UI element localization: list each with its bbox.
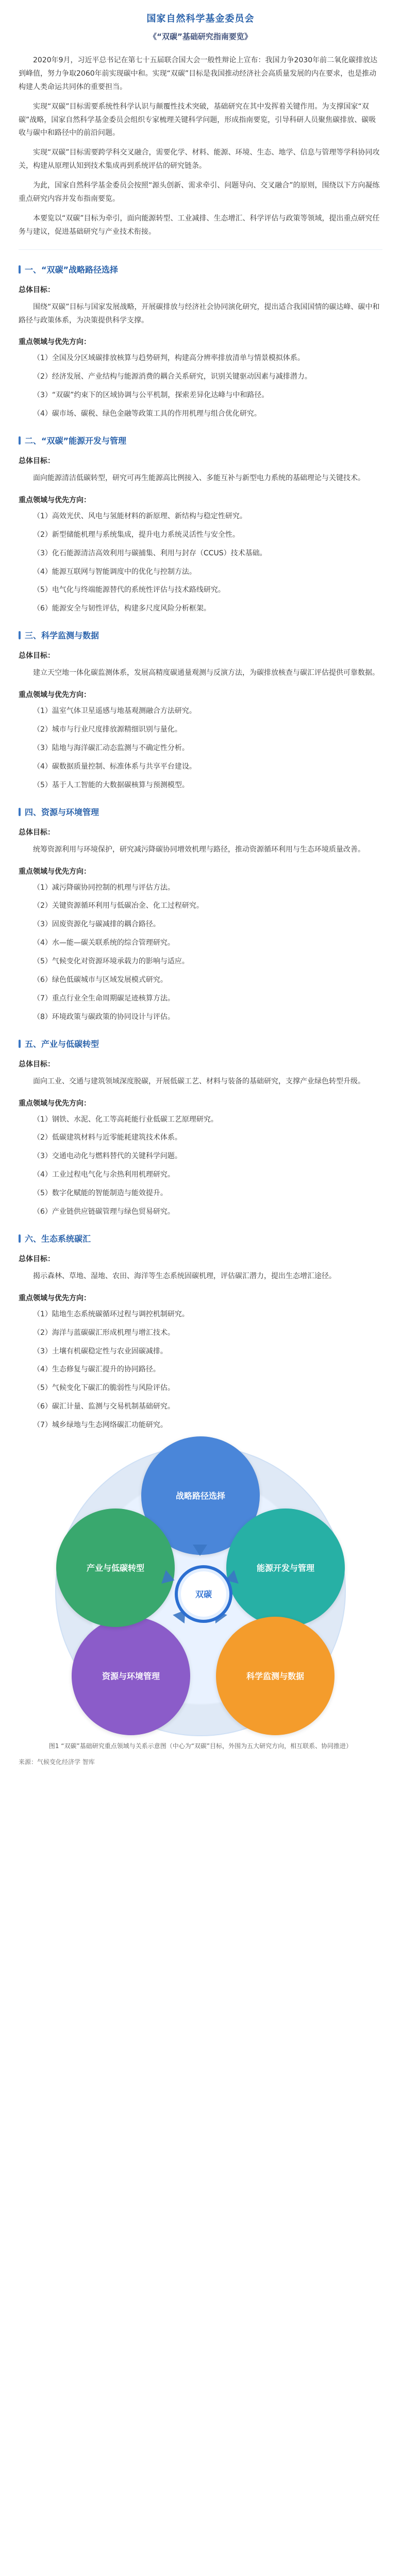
section-title: 一、“双碳”战略路径选择 [19, 263, 382, 275]
list-item: （1）钢铁、水泥、化工等高耗能行业低碳工艺原理研究。 [33, 1115, 218, 1124]
key-label: 重点领域与优先方向： [19, 1294, 91, 1302]
items-list [19, 510, 382, 616]
list-item: （1）高效光伏、风电与氢能材料的新原理、新结构与稳定性研究。 [33, 512, 247, 520]
section-5 [19, 1038, 382, 1219]
list-item: （3）固废资源化与碳减排的耦合路径。 [33, 920, 160, 929]
list-item: （5）数字化赋能的智能制造与能效提升。 [33, 1189, 168, 1198]
items-list [19, 1113, 382, 1219]
page-subtitle: 《“双碳”基础研究指南要览》 [149, 32, 252, 41]
list-item: （2）新型储能机理与系统集成，提升电力系统灵活性与安全性。 [33, 530, 240, 539]
list-item: （2）经济发展、产业结构与能源消费的耦合关系研究，识别关键驱动因素与减排潜力。 [33, 372, 312, 381]
diagram-wrapper [19, 1446, 382, 1736]
list-item: （4）水—能—碳关联系统的综合管理研究。 [33, 939, 175, 947]
diagram-bubble-4: 资源与环境管理 [72, 1617, 190, 1735]
diagram-bubble-2: 能源开发与管理 [226, 1509, 345, 1627]
items-list [19, 882, 382, 1024]
intro-paragraph-3: 实现“双碳”目标需要跨学科交叉融合，需要化学、材料、能源、环境、生态、地学、信息与管理等学科协同攻关，构建从原理认知到技术集成再到系统评估的研究链条。 [19, 148, 380, 171]
list-item: （7）重点行业全生命周期碳足迹核算方法。 [33, 994, 175, 1003]
list-item: （3）交通电动化与燃料替代的关键科学问题。 [33, 1152, 182, 1161]
section-1 [19, 263, 382, 421]
items-list [19, 705, 382, 792]
list-item: （3）土壤有机碳稳定性与农业固碳减排。 [33, 1347, 168, 1355]
arrow-icon [193, 1545, 207, 1556]
goal-text: 建立天空地一体化碳监测体系，发展高精度碳通量观测与反演方法，为碳排放核查与碳汇评估提供可靠数据。 [33, 669, 379, 677]
key-label: 重点领域与优先方向： [19, 867, 91, 876]
list-item: （4）碳数据质量控制、标准体系与共享平台建设。 [33, 762, 196, 771]
diagram-circle [55, 1446, 346, 1736]
list-item: （4）能源互联网与智能调度中的优化与控制方法。 [33, 567, 196, 576]
intro-paragraph-1: 2020年9月，习近平总书记在第七十五届联合国大会一般性辩论上宣布：我国力争2030年前二氧化碳排放达到峰值，努力争取2060年前实现碳中和。实现“双碳”目标是我国推动经济社会高质量发展的内在要求，也是推动构建人类命运共同体的重要担当。 [19, 56, 378, 91]
section-3 [19, 629, 382, 792]
goal-text: 面向能源清洁低碳转型，研究可再生能源高比例接入、多能互补与新型电力系统的基础理论与关键技术。 [33, 474, 365, 483]
list-item: （7）城乡绿地与生态网络碳汇功能研究。 [33, 1421, 168, 1430]
goal-label: 总体目标： [19, 828, 55, 837]
goal-text: 揭示森林、草地、湿地、农田、海洋等生态系统固碳机理，评估碳汇潜力，提出生态增汇途径。 [33, 1272, 336, 1280]
section-2 [19, 434, 382, 616]
goal-label: 总体目标： [19, 457, 55, 466]
section-title: 四、资源与环境管理 [19, 806, 382, 818]
goal-label: 总体目标： [19, 1060, 55, 1069]
list-item: （4）生态修复与碳汇提升的协同路径。 [33, 1365, 160, 1374]
list-item: （2）关键资源循环利用与低碳冶金、化工过程研究。 [33, 902, 204, 910]
diagram-caption: 图1 “双碳”基础研究重点领域与关系示意图（中心为“双碳”目标，外围为五大研究方向，相互联系、协同推进） [48, 1742, 353, 1750]
section-4 [19, 806, 382, 1024]
list-item: （1）减污降碳协同控制的机理与评估方法。 [33, 883, 175, 892]
list-item: （3）化石能源清洁高效利用与碳捕集、利用与封存（CCUS）技术基础。 [33, 549, 267, 557]
intro-paragraph-4: 为此，国家自然科学基金委员会按照“源头创新、需求牵引、问题导向、交叉融合”的原则，围绕以下方向凝练重点研究内容并发布指南要览。 [19, 181, 380, 204]
list-item: （2）城市与行业尺度排放源精细识别与量化。 [33, 725, 182, 734]
list-item: （1）温室气体卫星遥感与地基观测融合方法研究。 [33, 707, 196, 716]
section-6 [19, 1232, 382, 1432]
list-item: （1）陆地生态系统碳循环过程与调控机制研究。 [33, 1310, 189, 1318]
intro-paragraph-2: 实现“双碳”目标需要系统性科学认识与颠覆性技术突破，基础研究在其中发挥着关键作用。为支撑国家“双碳”战略，国家自然科学基金委员会组织专家梳理关键科学问题，形成指南要览，引导科研人员聚焦碳排放、碳吸收与碳中和路径中的前沿问题。 [19, 102, 376, 138]
list-item: （6）产业链供应链碳管理与绿色贸易研究。 [33, 1207, 175, 1216]
list-item: （2）低碳建筑材料与近零能耗建筑技术体系。 [33, 1133, 182, 1142]
items-list [19, 1308, 382, 1432]
list-item: （2）海洋与蓝碳碳汇形成机理与增汇技术。 [33, 1328, 175, 1337]
items-list [19, 352, 382, 421]
source-note: 来源：气候变化经济学 智库 [19, 1758, 95, 1766]
section-title: 二、“双碳”能源开发与管理 [19, 434, 382, 446]
list-item: （6）能源安全与韧性评估，构建多尺度风险分析框架。 [33, 604, 211, 613]
intro-paragraph-5: 本要览以“双碳”目标为牵引，面向能源转型、工业减排、生态增汇、科学评估与政策等领域，提出重点研究任务与建议，促进基础研究与产业技术衔接。 [19, 214, 380, 236]
goal-label: 总体目标： [19, 285, 55, 294]
key-label: 重点领域与优先方向： [19, 691, 91, 700]
page-title: 国家自然科学基金委员会 [146, 13, 255, 24]
list-item: （1）全国及分区域碳排放核算与趋势研判，构建高分辨率排放清单与情景模拟体系。 [33, 354, 305, 363]
goal-label: 总体目标： [19, 1255, 55, 1263]
key-label: 重点领域与优先方向： [19, 338, 91, 347]
diagram-center: 双碳 [175, 1565, 232, 1623]
key-label: 重点领域与优先方向： [19, 1099, 91, 1108]
section-title: 三、科学监测与数据 [19, 629, 382, 641]
list-item: （5）基于人工智能的大数据碳核算与预测模型。 [33, 781, 189, 789]
list-item: （5）气候变化下碳汇的脆弱性与风险评估。 [33, 1384, 175, 1393]
section-title: 六、生态系统碳汇 [19, 1232, 382, 1244]
list-item: （4）工业过程电气化与余热利用机理研究。 [33, 1171, 175, 1179]
list-item: （4）碳市场、碳税、绿色金融等政策工具的作用机理与组合优化研究。 [33, 410, 261, 418]
section-title: 五、产业与低碳转型 [19, 1038, 382, 1049]
list-item: （5）电气化与终端能源替代的系统性评估与技术路线研究。 [33, 586, 225, 595]
list-item: （8）环境政策与碳政策的协同设计与评估。 [33, 1012, 175, 1021]
list-item: （6）碳汇计量、监测与交易机制基础研究。 [33, 1402, 175, 1411]
divider [19, 249, 382, 250]
list-item: （5）气候变化对资源环境承载力的影响与适应。 [33, 957, 189, 966]
goal-label: 总体目标： [19, 652, 55, 660]
diagram-bubble-1: 战略路径选择 [141, 1436, 260, 1555]
goal-text: 统筹资源利用与环境保护，研究减污降碳协同增效机理与路径，推动资源循环利用与生态环境质量改善。 [33, 845, 365, 854]
key-label: 重点领域与优先方向： [19, 496, 91, 504]
list-item: （3）陆地与海洋碳汇动态监测与不确定性分析。 [33, 743, 189, 752]
list-item: （6）绿色低碳城市与区域发展模式研究。 [33, 975, 168, 984]
goal-text: 围绕“双碳”目标与国家发展战略，开展碳排放与经济社会协同演化研究，提出适合我国国情的碳达峰、碳中和路径与政策体系，为决策提供科学支撑。 [19, 302, 380, 325]
list-item: （3）“双碳”约束下的区域协调与公平机制，探索差异化达峰与中和路径。 [33, 391, 269, 400]
diagram-bubble-3: 科学监测与数据 [216, 1617, 335, 1735]
goal-text: 面向工业、交通与建筑领域深度脱碳，开展低碳工艺、材料与装备的基础研究，支撑产业绿色转型升级。 [33, 1077, 365, 1086]
diagram-bubble-5: 产业与低碳转型 [56, 1509, 175, 1627]
